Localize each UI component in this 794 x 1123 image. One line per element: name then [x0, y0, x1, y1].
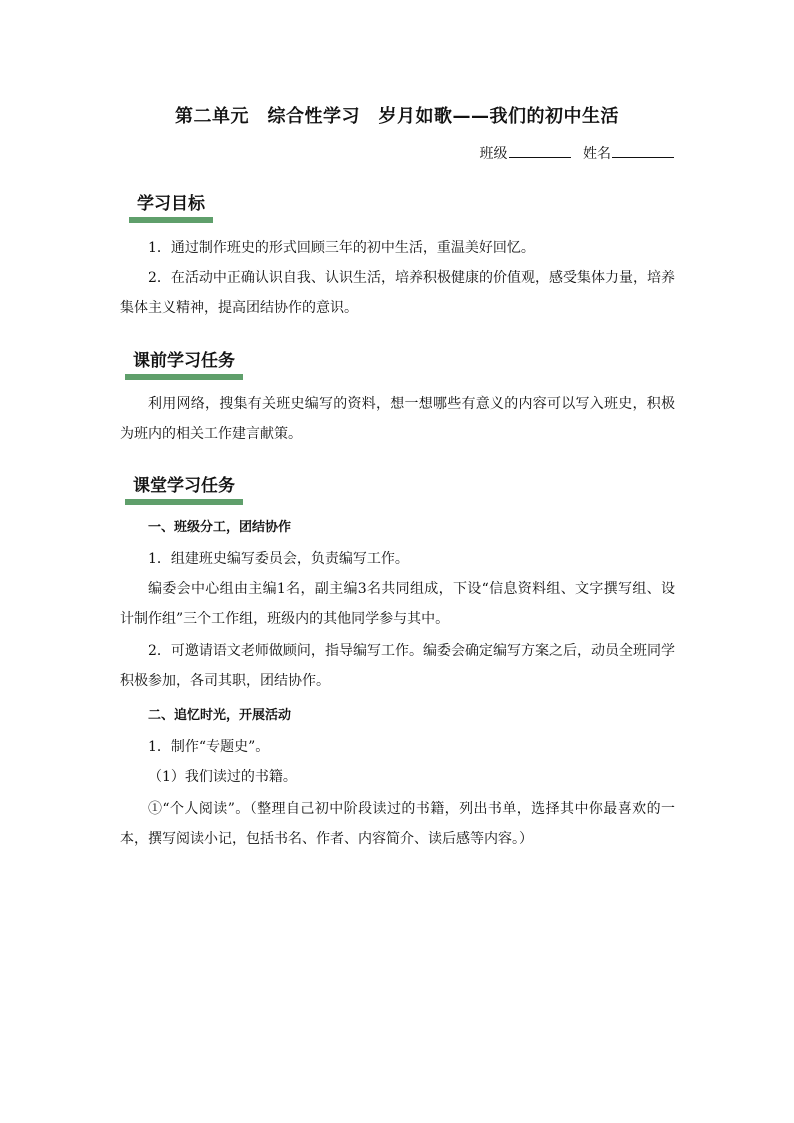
name-blank	[612, 145, 674, 158]
part2-title: 二、追忆时光，开展活动	[148, 708, 292, 723]
name-label: 姓名	[583, 146, 611, 162]
classroom-p5: （1）我们读过的书籍。	[148, 769, 297, 785]
goal-item-2: 2．在活动中正确认识自我、认识生活，培养积极健康的价值观，感受集体力量，培养集体主义精神，提高团结协作的意识。	[120, 270, 675, 316]
section-heading-classroom: 课堂学习任务	[125, 474, 243, 505]
page-title: 第二单元 综合性学习 岁月如歌——我们的初中生活	[175, 106, 619, 127]
part1-title: 一、班级分工，团结协作	[148, 520, 292, 535]
goal-item-1: 1．通过制作班史的形式回顾三年的初中生活，重温美好回忆。	[148, 240, 535, 256]
classroom-p4: 1．制作“专题史”。	[148, 739, 270, 755]
class-name-line	[480, 143, 674, 163]
class-label: 班级	[479, 146, 508, 162]
section-heading-goals: 学习目标	[129, 192, 213, 223]
section-heading-pre: 课前学习任务	[125, 349, 243, 380]
classroom-p1: 1．组建班史编写委员会，负责编写工作。	[148, 551, 409, 567]
classroom-p6: ①“个人阅读”。（整理自己初中阶段读过的书籍，列出书单，选择其中你最喜欢的一本，撰写阅读小记，包括书名、作者、内容简介、读后感等内容。）	[120, 801, 675, 847]
pre-task-text: 利用网络，搜集有关班史编写的资料，想一想哪些有意义的内容可以写入班史，积极为班内的相关工作建言献策。	[120, 396, 675, 442]
class-blank	[509, 145, 571, 158]
classroom-p2: 编委会中心组由主编1名，副主编3名共同组成，下设“信息资料组、文字撰写组、设计制作组”三个工作组，班级内的其他同学参与其中。	[120, 581, 675, 627]
classroom-p3: 2．可邀请语文老师做顾问，指导编写工作。编委会确定编写方案之后，动员全班同学积极参加，各司其职，团结协作。	[120, 643, 675, 689]
